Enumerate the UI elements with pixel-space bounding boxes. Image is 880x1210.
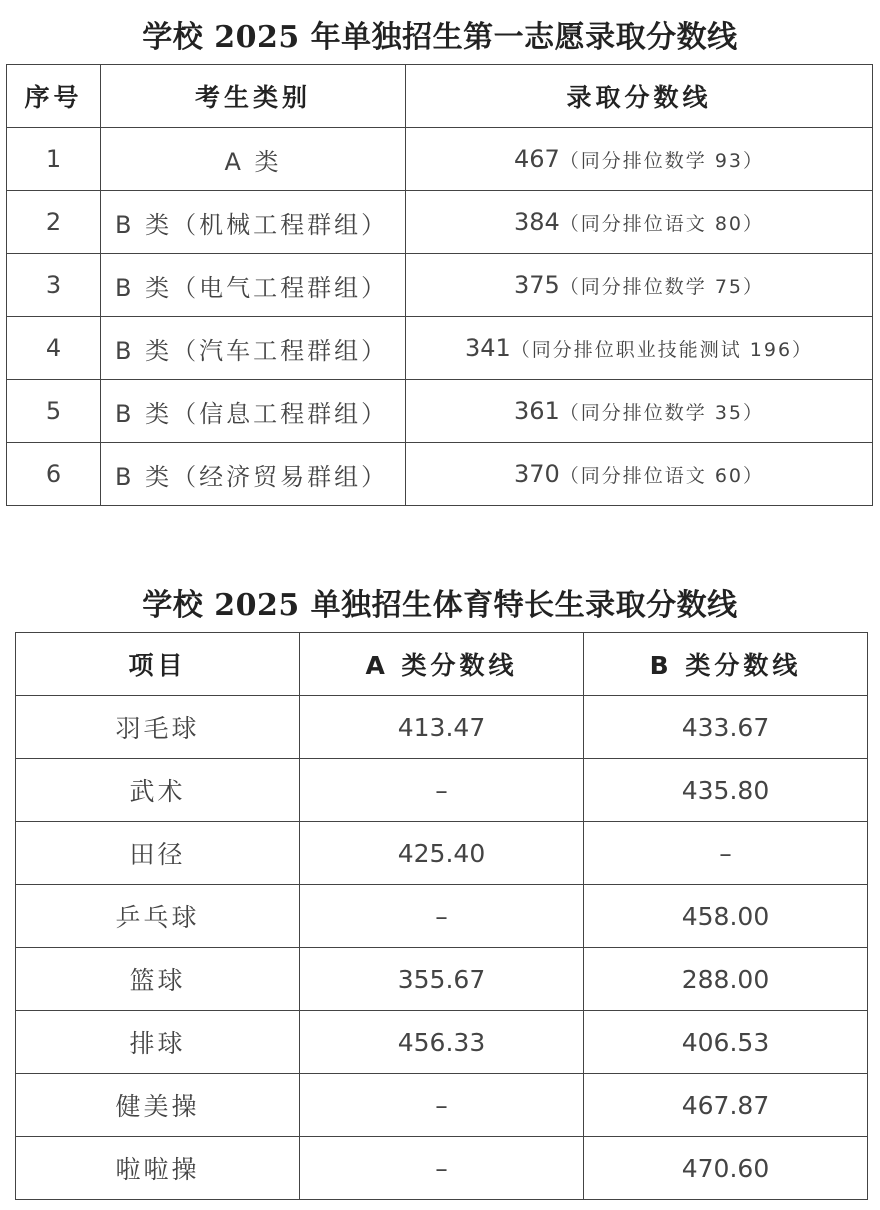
row-category: B 类（电气工程群组） (101, 254, 406, 317)
tie-break-note: （同分排位数学 75） (559, 276, 765, 298)
score-value: 384 (513, 208, 560, 236)
row-index: 6 (7, 443, 101, 506)
row-category: B 类（汽车工程群组） (101, 317, 406, 380)
header-score: 录取分数线 (406, 65, 873, 128)
row-score-cell (406, 254, 873, 317)
score-value: 341 (464, 334, 511, 362)
score-value: 361 (513, 397, 560, 425)
sport-item: 排球 (16, 1011, 300, 1074)
a-score: 413.47 (300, 696, 584, 759)
a-score: – (300, 1074, 584, 1137)
score-value: 467 (513, 145, 560, 173)
table-row (16, 822, 868, 885)
table-row (7, 254, 873, 317)
sports-specialty-score-table (15, 632, 868, 1200)
table-header-row (7, 65, 873, 128)
row-score-cell (406, 443, 873, 506)
table-header-row (16, 633, 868, 696)
row-category: B 类（信息工程群组） (101, 380, 406, 443)
table-row (16, 759, 868, 822)
table-row (16, 885, 868, 948)
sport-item: 羽毛球 (16, 696, 300, 759)
table-row (16, 696, 868, 759)
header-item: 项目 (16, 633, 300, 696)
row-index: 4 (7, 317, 101, 380)
table-row (7, 317, 873, 380)
table1-title: 学校 2025 年单独招生第一志愿录取分数线 (142, 20, 738, 55)
score-value: 370 (513, 460, 560, 488)
table-row (16, 1011, 868, 1074)
b-score: 467.87 (584, 1074, 868, 1137)
table-row (16, 1137, 868, 1200)
row-score-cell (406, 191, 873, 254)
tie-break-note: （同分排位数学 35） (559, 402, 765, 424)
table-row (7, 128, 873, 191)
table-row (7, 443, 873, 506)
sport-item: 啦啦操 (16, 1137, 300, 1200)
row-score-cell (406, 380, 873, 443)
row-index: 5 (7, 380, 101, 443)
sport-item: 武术 (16, 759, 300, 822)
score-value: 375 (513, 271, 560, 299)
row-category: B 类（机械工程群组） (101, 191, 406, 254)
table-row (16, 948, 868, 1011)
admission-score-table (6, 64, 873, 506)
row-score-cell (406, 317, 873, 380)
tie-break-note: （同分排位职业技能测试 196） (510, 339, 814, 361)
row-index: 3 (7, 254, 101, 317)
table-row (7, 191, 873, 254)
sport-item: 健美操 (16, 1074, 300, 1137)
b-score: 470.60 (584, 1137, 868, 1200)
row-index: 1 (7, 128, 101, 191)
a-score: 456.33 (300, 1011, 584, 1074)
row-category: A 类 (101, 128, 406, 191)
b-score: 433.67 (584, 696, 868, 759)
header-b-score: B 类分数线 (584, 633, 868, 696)
header-a-score: A 类分数线 (300, 633, 584, 696)
sport-item: 篮球 (16, 948, 300, 1011)
header-index: 序号 (7, 65, 101, 128)
b-score: 458.00 (584, 885, 868, 948)
tie-break-note: （同分排位语文 80） (559, 213, 765, 235)
a-score: 355.67 (300, 948, 584, 1011)
table2-title: 学校 2025 单独招生体育特长生录取分数线 (142, 588, 738, 623)
b-score: 435.80 (584, 759, 868, 822)
b-score: 406.53 (584, 1011, 868, 1074)
tie-break-note: （同分排位数学 93） (559, 150, 765, 172)
tie-break-note: （同分排位语文 60） (559, 465, 765, 487)
b-score: – (584, 822, 868, 885)
b-score: 288.00 (584, 948, 868, 1011)
a-score: – (300, 885, 584, 948)
a-score: – (300, 1137, 584, 1200)
a-score: 425.40 (300, 822, 584, 885)
row-category: B 类（经济贸易群组） (101, 443, 406, 506)
row-index: 2 (7, 191, 101, 254)
row-score-cell (406, 128, 873, 191)
sport-item: 乒乓球 (16, 885, 300, 948)
sport-item: 田径 (16, 822, 300, 885)
header-category: 考生类别 (101, 65, 406, 128)
a-score: – (300, 759, 584, 822)
table-row (16, 1074, 868, 1137)
table-row (7, 380, 873, 443)
